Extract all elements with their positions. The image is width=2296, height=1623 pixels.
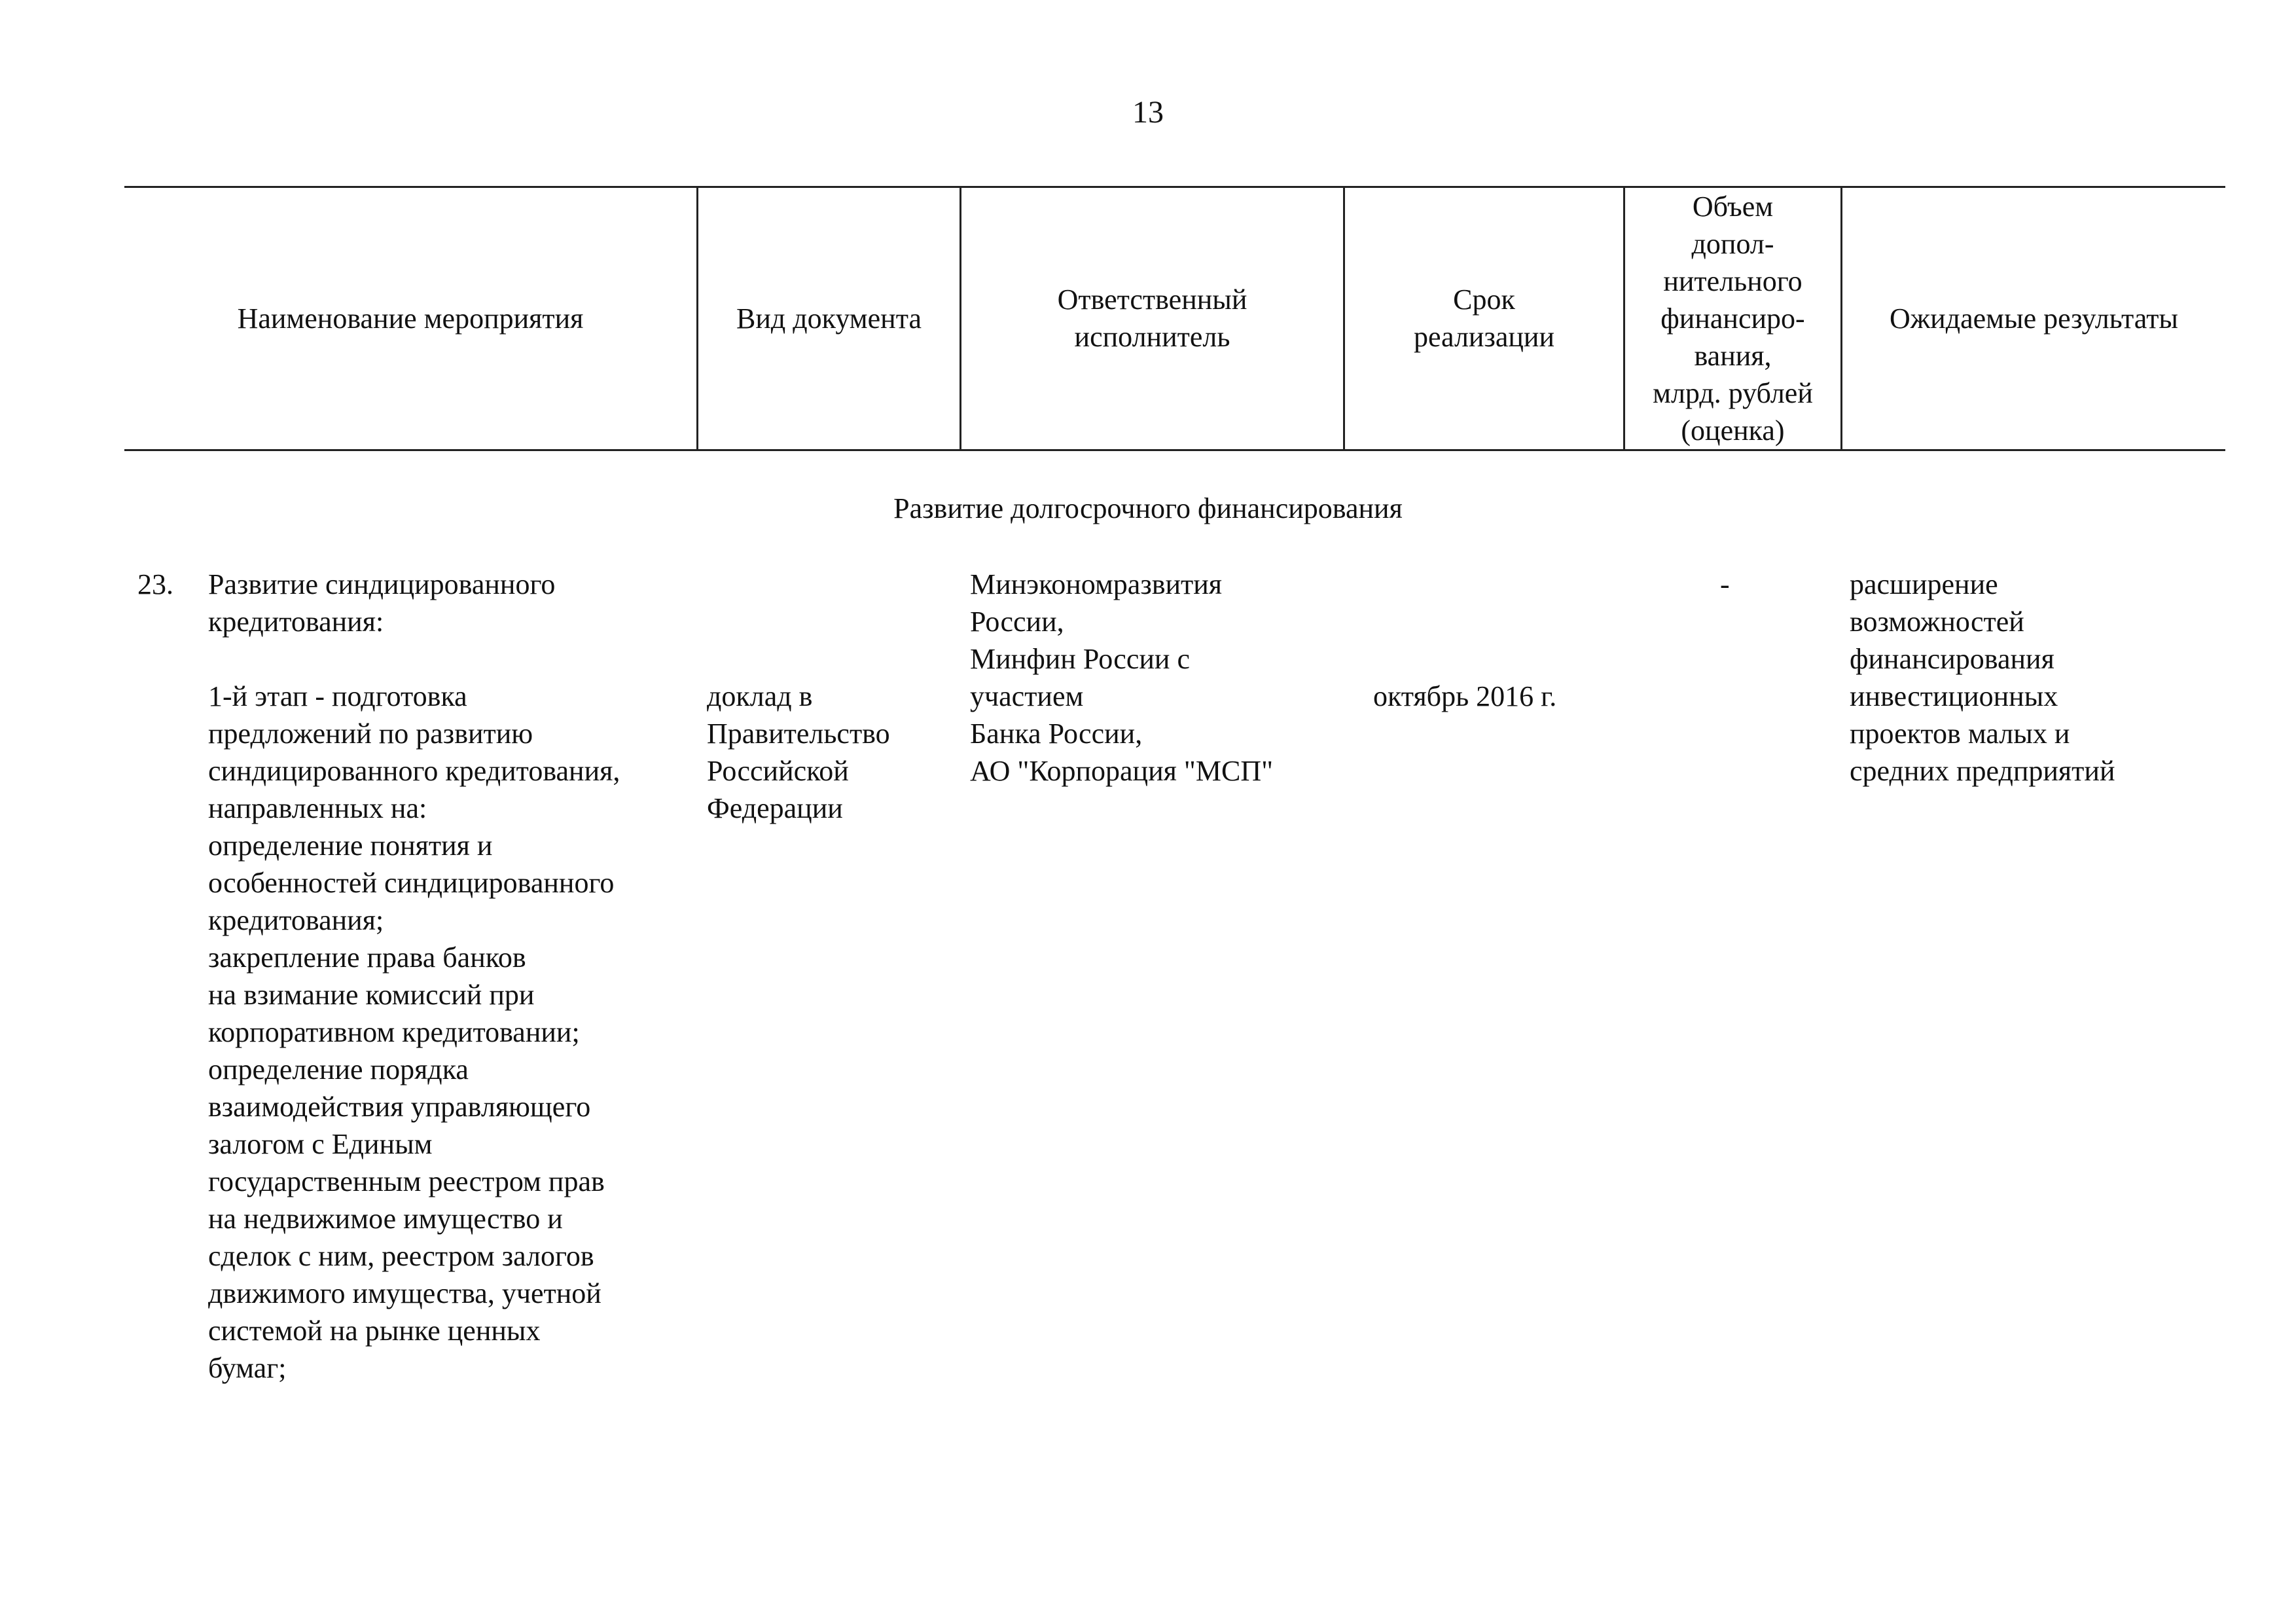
row-funding: - — [1720, 568, 1730, 600]
table-top-rule — [124, 186, 2225, 188]
section-title: Развитие долгосрочного финансирования — [893, 492, 1403, 524]
row-number: 23. — [137, 568, 173, 600]
header-results: Ожидаемые результаты — [1890, 302, 2178, 335]
header-executor: Ответственный исполнитель — [1057, 283, 1247, 353]
row-term: октябрь 2016 г. — [1373, 680, 1557, 712]
header-name: Наименование мероприятия — [237, 302, 584, 335]
header-doc-type: Вид документа — [736, 302, 922, 335]
header-term: Срок реализации — [1413, 283, 1555, 353]
row-results: расширение возможностей финансирования инвестиционных проектов малых и средних предприятий — [1850, 568, 2115, 787]
row-doc-type: доклад в Правительство Российской Федерации — [707, 680, 890, 824]
row-executor: Минэкономразвития России, Минфин России с участием Банка России, АО "Корпорация "МСП" — [970, 568, 1274, 787]
table-header-bottom-rule — [124, 449, 2225, 451]
row-name: Развитие синдицированного кредитования: 1-й этап - подготовка предложений по развитию синдицированного кредитования, направленных на: определение понятия и особенностей синдицированного кредитования; закрепление права банков на взимание комиссий при корпоративном кредитовании; определение порядка взаимодействия управляющего залогом с Единым государственным реестром прав на недвижимое имущество и сделок с ним, реестром залогов движимого имущества, учетной системой на рынке ценных бумаг; — [208, 568, 620, 1384]
header-funding: Объем допол- нительного финансиро- вания, млрд. рублей (оценка) — [1653, 190, 1813, 447]
page-number: 13 — [1132, 95, 1164, 130]
